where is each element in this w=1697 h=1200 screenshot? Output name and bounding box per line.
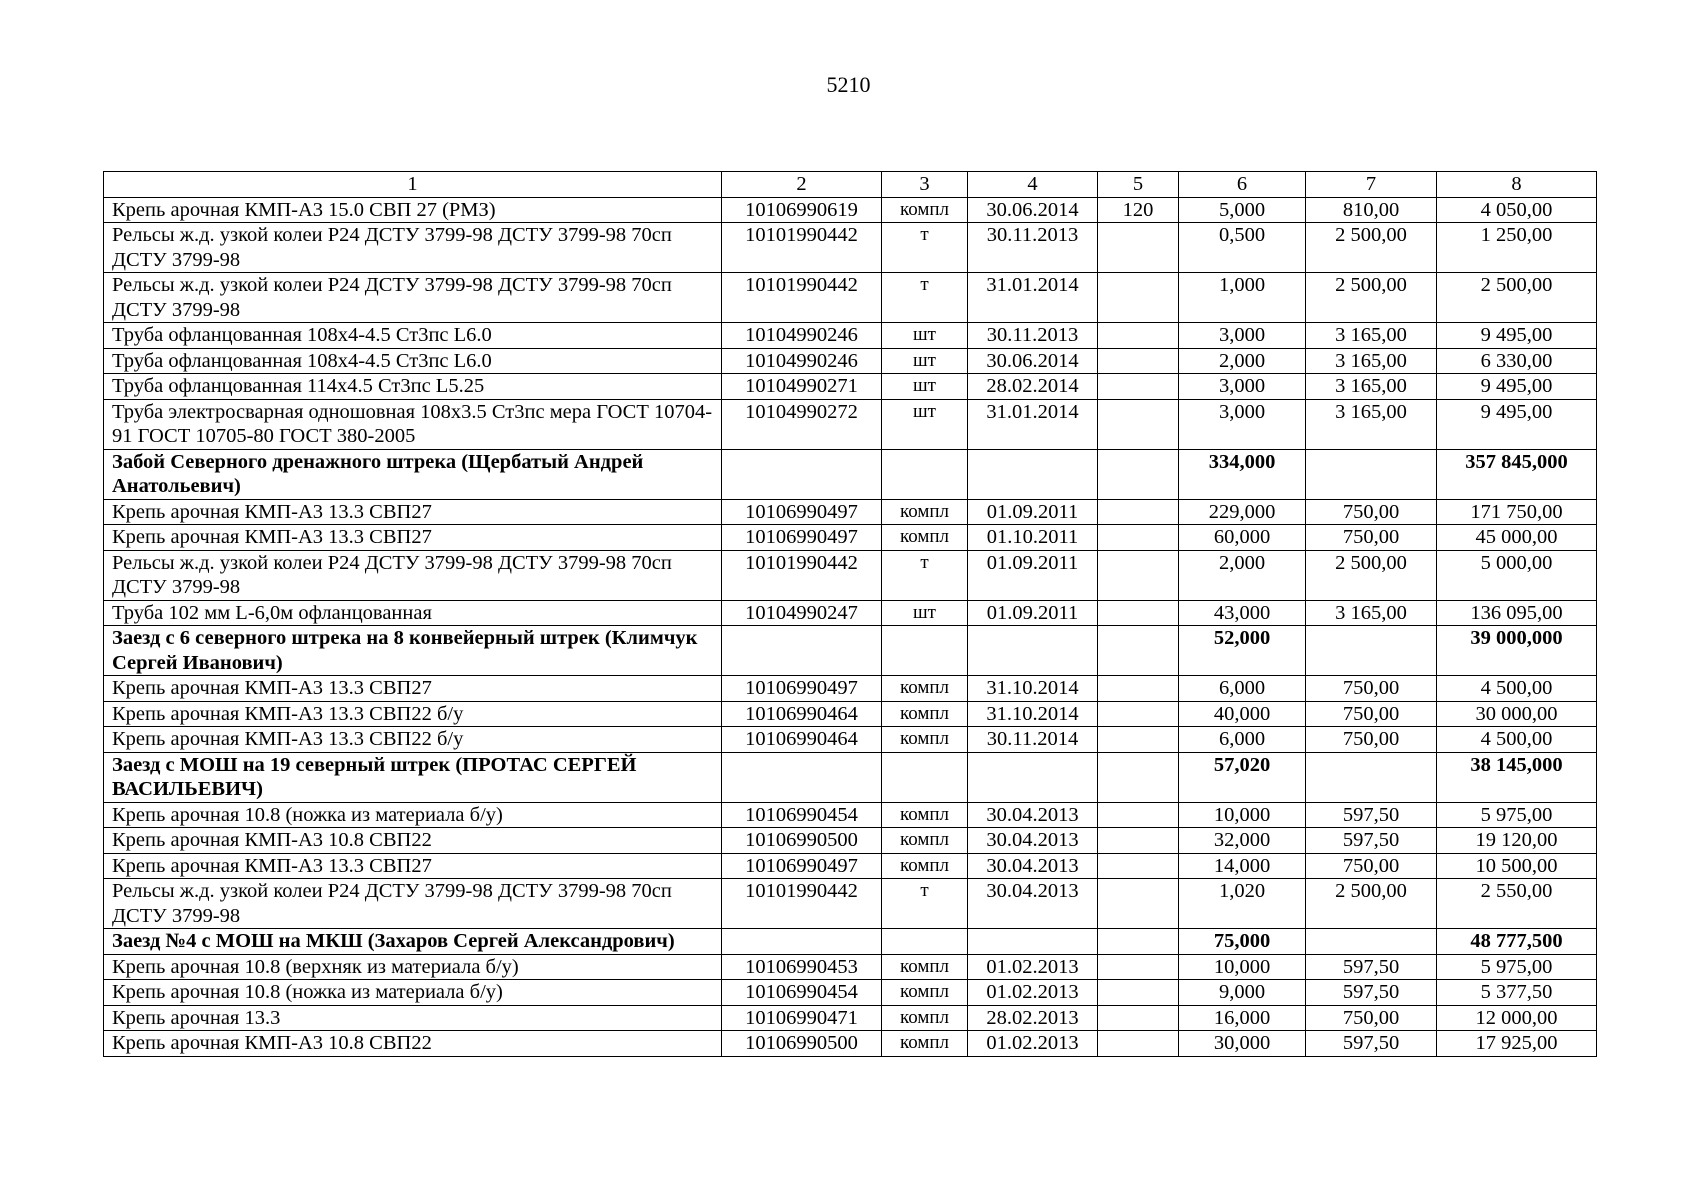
- cell-quantity: 40,000: [1179, 701, 1306, 727]
- cell-date: 31.10.2014: [968, 701, 1098, 727]
- inventory-table: [103, 171, 1597, 1057]
- group-row: [104, 929, 1597, 955]
- cell-sum: 12 000,00: [1437, 1005, 1597, 1031]
- table-row: [104, 802, 1597, 828]
- cell-code: 10104990247: [722, 600, 882, 626]
- group-row: [104, 752, 1597, 802]
- cell-date: 30.11.2013: [968, 323, 1098, 349]
- cell-sum: 5 975,00: [1437, 954, 1597, 980]
- cell-col5: [1098, 449, 1179, 499]
- column-number: 2: [722, 172, 882, 198]
- cell-price: 750,00: [1306, 525, 1437, 551]
- table-row: [104, 727, 1597, 753]
- cell-code: 10106990619: [722, 197, 882, 223]
- cell-price: 750,00: [1306, 727, 1437, 753]
- cell-code: [722, 626, 882, 676]
- table-row: [104, 323, 1597, 349]
- table-row: [104, 1031, 1597, 1057]
- cell-sum: 2 550,00: [1437, 879, 1597, 929]
- cell-quantity: 1,000: [1179, 273, 1306, 323]
- cell-col5: [1098, 223, 1179, 273]
- cell-col5: [1098, 853, 1179, 879]
- cell-code: 10104990246: [722, 348, 882, 374]
- cell-price: [1306, 929, 1437, 955]
- cell-sum: 10 500,00: [1437, 853, 1597, 879]
- cell-code: 10104990246: [722, 323, 882, 349]
- cell-unit: компл: [882, 954, 968, 980]
- cell-price: 2 500,00: [1306, 879, 1437, 929]
- cell-code: 10101990442: [722, 879, 882, 929]
- cell-quantity: 3,000: [1179, 399, 1306, 449]
- cell-col5: [1098, 348, 1179, 374]
- cell-col5: [1098, 802, 1179, 828]
- cell-sum: 1 250,00: [1437, 223, 1597, 273]
- cell-unit: компл: [882, 980, 968, 1006]
- cell-quantity: 2,000: [1179, 550, 1306, 600]
- cell-unit: компл: [882, 828, 968, 854]
- table-row: [104, 525, 1597, 551]
- cell-col5: [1098, 525, 1179, 551]
- cell-price: 2 500,00: [1306, 223, 1437, 273]
- cell-col5: [1098, 701, 1179, 727]
- cell-quantity: 3,000: [1179, 374, 1306, 400]
- cell-date: 31.10.2014: [968, 676, 1098, 702]
- table-body: [104, 172, 1597, 1057]
- cell-quantity: 16,000: [1179, 1005, 1306, 1031]
- cell-unit: шт: [882, 348, 968, 374]
- cell-price: 597,50: [1306, 802, 1437, 828]
- cell-price: 3 165,00: [1306, 374, 1437, 400]
- cell-name: Труба офланцованная 114х4.5 Ст3пс L5.25: [104, 374, 722, 400]
- cell-code: 10106990500: [722, 1031, 882, 1057]
- column-number: 5: [1098, 172, 1179, 198]
- group-row: [104, 626, 1597, 676]
- cell-col5: [1098, 879, 1179, 929]
- table-row: [104, 550, 1597, 600]
- cell-price: 597,50: [1306, 1031, 1437, 1057]
- cell-code: 10101990442: [722, 273, 882, 323]
- cell-unit: шт: [882, 399, 968, 449]
- cell-sum: 38 145,000: [1437, 752, 1597, 802]
- cell-name: Заезд с 6 северного штрека на 8 конвейерный штрек (Климчук Сергей Иванович): [104, 626, 722, 676]
- cell-sum: 9 495,00: [1437, 399, 1597, 449]
- cell-price: 750,00: [1306, 499, 1437, 525]
- cell-code: 10106990464: [722, 727, 882, 753]
- cell-price: [1306, 626, 1437, 676]
- cell-col5: [1098, 1031, 1179, 1057]
- cell-unit: [882, 752, 968, 802]
- cell-col5: [1098, 752, 1179, 802]
- table-row: [104, 348, 1597, 374]
- cell-price: 2 500,00: [1306, 550, 1437, 600]
- cell-sum: 5 000,00: [1437, 550, 1597, 600]
- column-number-row: [104, 172, 1597, 198]
- cell-unit: компл: [882, 197, 968, 223]
- cell-col5: [1098, 954, 1179, 980]
- cell-quantity: 14,000: [1179, 853, 1306, 879]
- cell-price: 3 165,00: [1306, 323, 1437, 349]
- table-row: [104, 879, 1597, 929]
- cell-quantity: 52,000: [1179, 626, 1306, 676]
- table-row: [104, 399, 1597, 449]
- cell-name: Крепь арочная 10.8 (ножка из материала б/у): [104, 980, 722, 1006]
- cell-code: 10106990464: [722, 701, 882, 727]
- cell-quantity: 0,500: [1179, 223, 1306, 273]
- cell-date: 01.02.2013: [968, 980, 1098, 1006]
- cell-code: 10106990453: [722, 954, 882, 980]
- cell-date: [968, 449, 1098, 499]
- table-row: [104, 701, 1597, 727]
- cell-code: [722, 449, 882, 499]
- cell-unit: [882, 449, 968, 499]
- cell-price: 810,00: [1306, 197, 1437, 223]
- cell-price: 597,50: [1306, 980, 1437, 1006]
- cell-col5: [1098, 676, 1179, 702]
- cell-unit: компл: [882, 499, 968, 525]
- cell-code: 10101990442: [722, 550, 882, 600]
- cell-date: 28.02.2013: [968, 1005, 1098, 1031]
- table-row: [104, 273, 1597, 323]
- cell-col5: [1098, 600, 1179, 626]
- cell-price: 2 500,00: [1306, 273, 1437, 323]
- page-number: 5210: [826, 72, 871, 97]
- cell-sum: 4 500,00: [1437, 676, 1597, 702]
- cell-sum: 136 095,00: [1437, 600, 1597, 626]
- cell-date: 01.09.2011: [968, 550, 1098, 600]
- cell-price: 597,50: [1306, 828, 1437, 854]
- cell-col5: [1098, 727, 1179, 753]
- cell-code: 10106990497: [722, 676, 882, 702]
- cell-name: Крепь арочная КМП-А3 10.8 СВП22: [104, 828, 722, 854]
- cell-price: [1306, 752, 1437, 802]
- cell-sum: 9 495,00: [1437, 323, 1597, 349]
- cell-sum: 4 500,00: [1437, 727, 1597, 753]
- cell-name: Труба 102 мм L-6,0м офланцованная: [104, 600, 722, 626]
- cell-name: Рельсы ж.д. узкой колеи Р24 ДСТУ 3799-98 ДСТУ 3799-98 70сп ДСТУ 3799-98: [104, 879, 722, 929]
- cell-name: Труба офланцованная 108х4-4.5 Ст3пс L6.0: [104, 323, 722, 349]
- column-number: 1: [104, 172, 722, 198]
- cell-name: Крепь арочная КМП-А3 13.3 СВП22 б/у: [104, 727, 722, 753]
- cell-date: 30.04.2013: [968, 828, 1098, 854]
- cell-name: Заезд №4 с МОШ на МКШ (Захаров Сергей Александрович): [104, 929, 722, 955]
- cell-code: 10104990272: [722, 399, 882, 449]
- cell-quantity: 6,000: [1179, 676, 1306, 702]
- cell-code: 10104990271: [722, 374, 882, 400]
- cell-price: [1306, 449, 1437, 499]
- table-row: [104, 223, 1597, 273]
- cell-date: 28.02.2014: [968, 374, 1098, 400]
- cell-unit: т: [882, 550, 968, 600]
- cell-date: 31.01.2014: [968, 399, 1098, 449]
- cell-code: 10106990497: [722, 499, 882, 525]
- table-row: [104, 499, 1597, 525]
- cell-name: Крепь арочная 13.3: [104, 1005, 722, 1031]
- cell-name: Крепь арочная КМП-А3 10.8 СВП22: [104, 1031, 722, 1057]
- cell-price: 750,00: [1306, 701, 1437, 727]
- cell-name: Рельсы ж.д. узкой колеи Р24 ДСТУ 3799-98 ДСТУ 3799-98 70сп ДСТУ 3799-98: [104, 273, 722, 323]
- cell-code: 10106990497: [722, 853, 882, 879]
- cell-col5: 120: [1098, 197, 1179, 223]
- cell-quantity: 5,000: [1179, 197, 1306, 223]
- cell-col5: [1098, 980, 1179, 1006]
- table-row: [104, 197, 1597, 223]
- cell-unit: компл: [882, 676, 968, 702]
- cell-col5: [1098, 828, 1179, 854]
- cell-name: Крепь арочная КМП-А3 13.3 СВП22 б/у: [104, 701, 722, 727]
- cell-code: 10101990442: [722, 223, 882, 273]
- cell-sum: 19 120,00: [1437, 828, 1597, 854]
- cell-code: [722, 752, 882, 802]
- cell-name: Крепь арочная КМП-А3 15.0 СВП 27 (РМЗ): [104, 197, 722, 223]
- cell-sum: 5 377,50: [1437, 980, 1597, 1006]
- column-number: 6: [1179, 172, 1306, 198]
- cell-quantity: 6,000: [1179, 727, 1306, 753]
- cell-col5: [1098, 550, 1179, 600]
- cell-date: 30.11.2014: [968, 727, 1098, 753]
- cell-name: Крепь арочная КМП-А3 13.3 СВП27: [104, 853, 722, 879]
- cell-unit: компл: [882, 1031, 968, 1057]
- cell-quantity: 2,000: [1179, 348, 1306, 374]
- cell-sum: 45 000,00: [1437, 525, 1597, 551]
- column-number: 8: [1437, 172, 1597, 198]
- cell-date: 01.02.2013: [968, 954, 1098, 980]
- cell-quantity: 10,000: [1179, 954, 1306, 980]
- cell-unit: т: [882, 223, 968, 273]
- table-row: [104, 980, 1597, 1006]
- cell-name: Рельсы ж.д. узкой колеи Р24 ДСТУ 3799-98 ДСТУ 3799-98 70сп ДСТУ 3799-98: [104, 223, 722, 273]
- cell-col5: [1098, 1005, 1179, 1031]
- cell-sum: 39 000,000: [1437, 626, 1597, 676]
- cell-col5: [1098, 499, 1179, 525]
- cell-unit: [882, 626, 968, 676]
- cell-code: 10106990454: [722, 980, 882, 1006]
- cell-quantity: 9,000: [1179, 980, 1306, 1006]
- cell-price: 597,50: [1306, 954, 1437, 980]
- cell-unit: шт: [882, 600, 968, 626]
- cell-code: 10106990500: [722, 828, 882, 854]
- cell-name: Крепь арочная КМП-А3 13.3 СВП27: [104, 499, 722, 525]
- cell-name: Труба электросварная одношовная 108х3.5 Ст3пс мера ГОСТ 10704-91 ГОСТ 10705-80 ГОСТ 380-2005: [104, 399, 722, 449]
- cell-unit: шт: [882, 323, 968, 349]
- cell-col5: [1098, 626, 1179, 676]
- cell-name: Крепь арочная 10.8 (верхняк из материала б/у): [104, 954, 722, 980]
- cell-sum: 17 925,00: [1437, 1031, 1597, 1057]
- cell-date: 01.09.2011: [968, 499, 1098, 525]
- cell-name: Крепь арочная КМП-А3 13.3 СВП27: [104, 525, 722, 551]
- cell-quantity: 75,000: [1179, 929, 1306, 955]
- cell-unit: шт: [882, 374, 968, 400]
- cell-code: 10106990454: [722, 802, 882, 828]
- table-row: [104, 600, 1597, 626]
- cell-name: Забой Северного дренажного штрека (Щербатый Андрей Анатольевич): [104, 449, 722, 499]
- table-row: [104, 374, 1597, 400]
- cell-unit: компл: [882, 853, 968, 879]
- table-row: [104, 954, 1597, 980]
- cell-date: 01.09.2011: [968, 600, 1098, 626]
- cell-date: [968, 626, 1098, 676]
- cell-unit: компл: [882, 1005, 968, 1031]
- cell-name: Крепь арочная 10.8 (ножка из материала б/у): [104, 802, 722, 828]
- cell-price: 3 165,00: [1306, 348, 1437, 374]
- cell-col5: [1098, 929, 1179, 955]
- cell-date: 30.04.2013: [968, 853, 1098, 879]
- cell-sum: 5 975,00: [1437, 802, 1597, 828]
- cell-quantity: 229,000: [1179, 499, 1306, 525]
- cell-unit: компл: [882, 701, 968, 727]
- column-number: 4: [968, 172, 1098, 198]
- cell-date: 31.01.2014: [968, 273, 1098, 323]
- group-row: [104, 449, 1597, 499]
- cell-date: [968, 929, 1098, 955]
- cell-quantity: 43,000: [1179, 600, 1306, 626]
- cell-price: 750,00: [1306, 853, 1437, 879]
- table-row: [104, 853, 1597, 879]
- cell-quantity: 30,000: [1179, 1031, 1306, 1057]
- cell-unit: т: [882, 879, 968, 929]
- cell-name: Труба офланцованная 108х4-4.5 Ст3пс L6.0: [104, 348, 722, 374]
- cell-date: 30.04.2013: [968, 879, 1098, 929]
- cell-sum: 2 500,00: [1437, 273, 1597, 323]
- cell-price: 750,00: [1306, 1005, 1437, 1031]
- cell-quantity: 10,000: [1179, 802, 1306, 828]
- cell-col5: [1098, 323, 1179, 349]
- cell-sum: 9 495,00: [1437, 374, 1597, 400]
- cell-date: 01.02.2013: [968, 1031, 1098, 1057]
- table-row: [104, 828, 1597, 854]
- cell-date: 30.06.2014: [968, 348, 1098, 374]
- cell-sum: 171 750,00: [1437, 499, 1597, 525]
- cell-col5: [1098, 273, 1179, 323]
- column-number: 3: [882, 172, 968, 198]
- table-row: [104, 676, 1597, 702]
- cell-price: 3 165,00: [1306, 399, 1437, 449]
- cell-code: 10106990497: [722, 525, 882, 551]
- cell-sum: 48 777,500: [1437, 929, 1597, 955]
- cell-sum: 357 845,000: [1437, 449, 1597, 499]
- cell-date: 01.10.2011: [968, 525, 1098, 551]
- cell-unit: [882, 929, 968, 955]
- cell-sum: 30 000,00: [1437, 701, 1597, 727]
- cell-unit: компл: [882, 802, 968, 828]
- cell-quantity: 60,000: [1179, 525, 1306, 551]
- cell-quantity: 32,000: [1179, 828, 1306, 854]
- cell-col5: [1098, 399, 1179, 449]
- table-row: [104, 1005, 1597, 1031]
- cell-quantity: 334,000: [1179, 449, 1306, 499]
- cell-date: [968, 752, 1098, 802]
- cell-code: [722, 929, 882, 955]
- cell-date: 30.06.2014: [968, 197, 1098, 223]
- cell-sum: 4 050,00: [1437, 197, 1597, 223]
- cell-quantity: 1,020: [1179, 879, 1306, 929]
- cell-unit: компл: [882, 525, 968, 551]
- cell-name: Рельсы ж.д. узкой колеи Р24 ДСТУ 3799-98 ДСТУ 3799-98 70сп ДСТУ 3799-98: [104, 550, 722, 600]
- cell-unit: т: [882, 273, 968, 323]
- cell-sum: 6 330,00: [1437, 348, 1597, 374]
- column-number: 7: [1306, 172, 1437, 198]
- cell-code: 10106990471: [722, 1005, 882, 1031]
- cell-price: 750,00: [1306, 676, 1437, 702]
- cell-date: 30.04.2013: [968, 802, 1098, 828]
- cell-price: 3 165,00: [1306, 600, 1437, 626]
- cell-quantity: 3,000: [1179, 323, 1306, 349]
- cell-name: Заезд с МОШ на 19 северный штрек (ПРОТАС СЕРГЕЙ ВАСИЛЬЕВИЧ): [104, 752, 722, 802]
- cell-unit: компл: [882, 727, 968, 753]
- cell-quantity: 57,020: [1179, 752, 1306, 802]
- cell-date: 30.11.2013: [968, 223, 1098, 273]
- cell-col5: [1098, 374, 1179, 400]
- cell-name: Крепь арочная КМП-А3 13.3 СВП27: [104, 676, 722, 702]
